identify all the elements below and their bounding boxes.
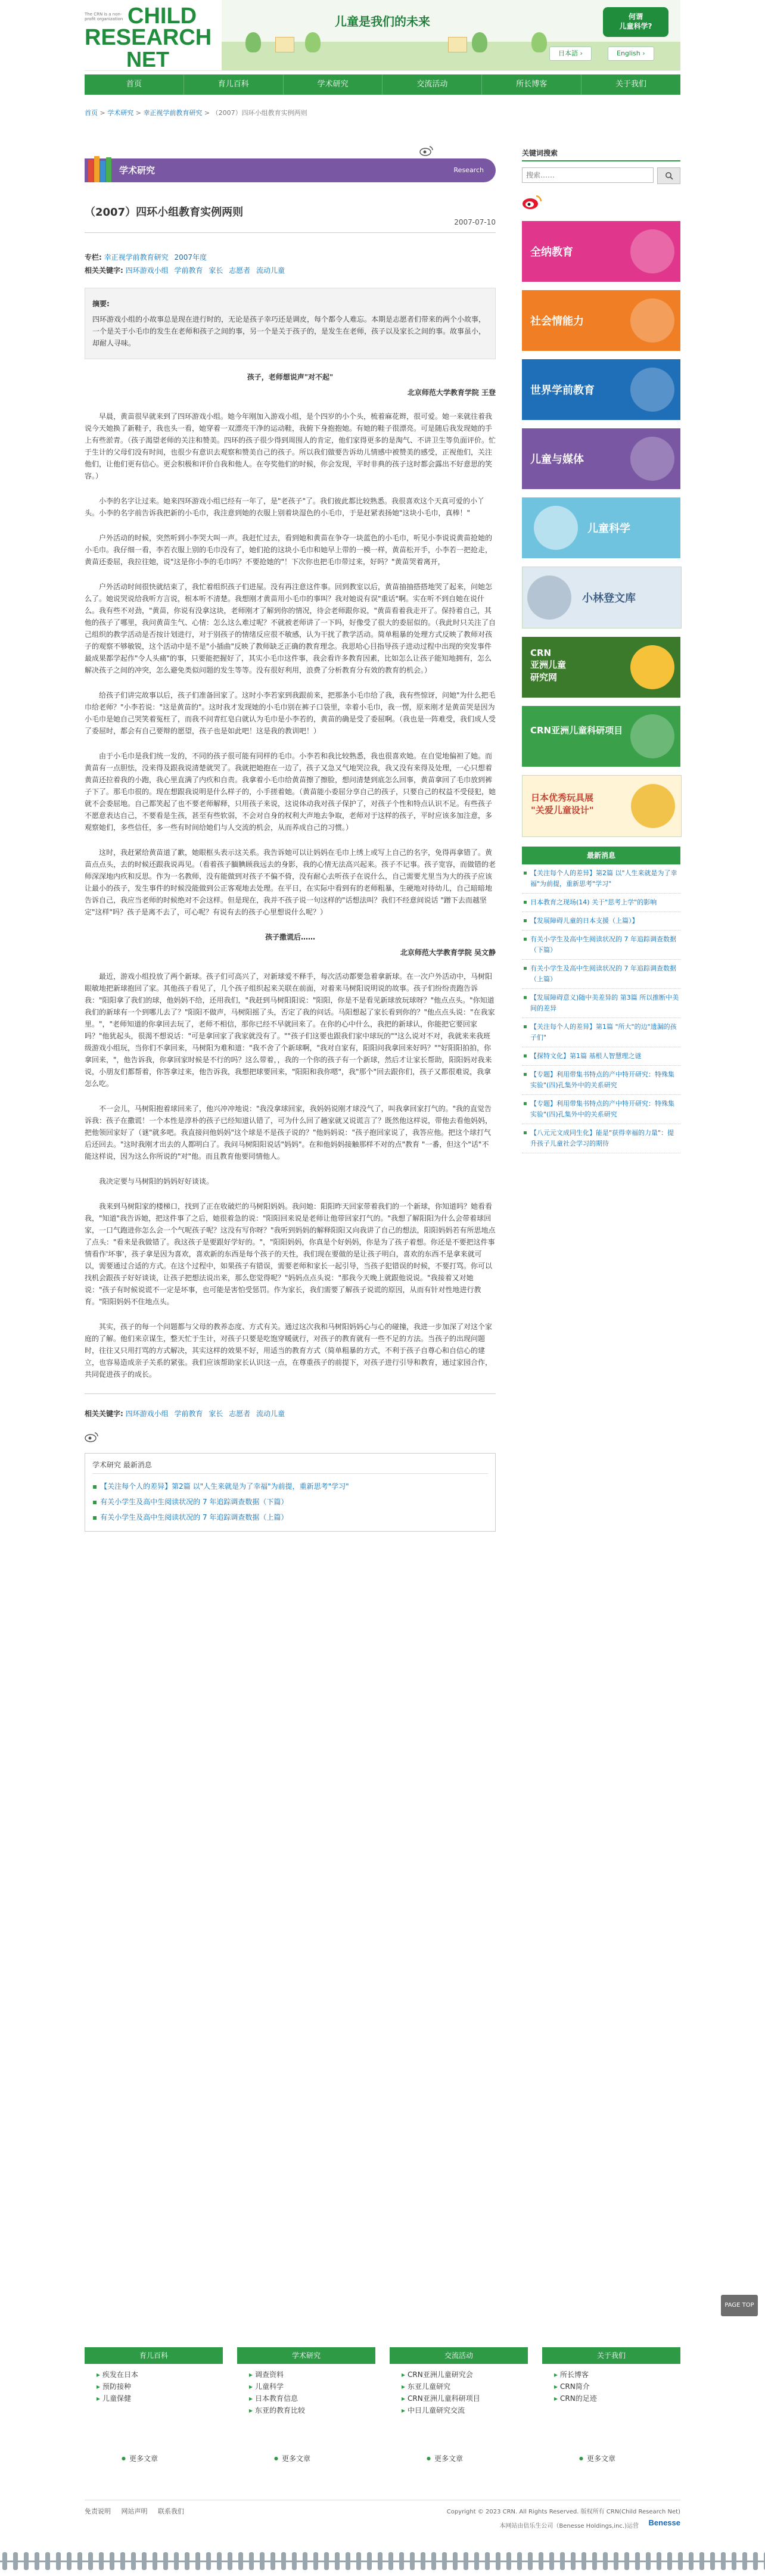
footer-link[interactable]: ▸ 日本教育信息	[249, 2393, 375, 2404]
article-abstract	[85, 288, 496, 359]
section-title-en: Research	[453, 166, 484, 174]
news-item[interactable]: ▪ 【专题】利用带集书特点的产中特开研究：特殊集实验"(四)孔集外中的关系研究	[522, 1095, 680, 1124]
research-latest-box	[85, 1453, 496, 1532]
footer-link[interactable]: ▸ 儿童保健	[97, 2393, 223, 2404]
news-list	[522, 864, 680, 1153]
footer-nav	[85, 2347, 680, 2463]
search-title: 关键词搜索	[522, 148, 680, 161]
search-input[interactable]	[522, 167, 654, 183]
footer-link[interactable]: ▸ CRN亚洲儿童科研项目	[402, 2393, 528, 2404]
breadcrumb	[85, 108, 680, 120]
paragraph: 我来到马树阳家的楼梯口，找到了正在收破烂的马树阳妈妈。我问她：阳阳昨天回家带着我们的一个新球，你知道吗？她看看我，"知道"我告诉她，把这件事了之后，她很着急的说："阳阳回来说是老师让他带回家打气的。"我想了解阳阳为什么会带着球回家，一口气跑进你怎么会一个气呢孩子呢？这没有写你呀？"我听到妈妈的解释阳阳又向我讲了自己的想法，阳阳妈妈若有所思地点了点头："看来是我做错了。我这孩子是要跟好学好的。"，"阳阳妈妈，你真是个好妈妈，你是为了孩子着想。你还是不要把这件事情看作'坏事'，孩子拿是因为喜欢，喜欢新的东西是每个孩子的天性，我们现在要做的是让孩子明白，喜欢的东西不是拿来就可以，需要通过合适的方式。在这个过程中，如果孩子有错误，需要老师和家长一起引导，当孩子犯错误的时候，不要打骂。你可以找机会跟孩子好好谈谈，让孩子把想法说出来，那么您觉得呢？"妈妈点点头说："那我今天晚上就跟他说说。"我接着又对她说："孩子有时候说谎不一定是坏事，也可能是害怕受惩罚。作为家长，我们需要了解孩子说谎的原因，从而有针对性地进行教育。"阳阳妈妈不住地点头。	[85, 1202, 496, 1306]
keyword-link[interactable]: 流动儿童	[256, 266, 285, 275]
weibo-share-icon[interactable]	[85, 1432, 99, 1442]
latest-item[interactable]: ▪ 有关小学生及高中生阅读状况的 7 年追踪调查数据（上篇）	[92, 1510, 488, 1525]
banner-label: 世界学前教育	[530, 384, 595, 397]
article-title: （2007）四环小组教育实例两则	[85, 206, 244, 219]
copyright: Copyright © 2023 CRN. All Rights Reserved. 版权所有 CRN(Child Research Net)	[446, 2509, 680, 2515]
banner-inclusive-education[interactable]	[522, 221, 680, 282]
keyword-link[interactable]: 家长	[209, 266, 223, 275]
logo-net: NET	[126, 47, 169, 71]
footer-col-about	[542, 2347, 680, 2463]
paragraph: 小李的名字让过来。她来四环游戏小组已经有一年了，是"老孩子"了。我们彼此都比较熟悉。我很喜欢这个天真可爱的小丫头。小李的名字前告诉我把新的小毛巾，我注意到她的衣服上别着块湿色的小毛巾，于是赶紧表扬她"这块小毛巾，真棒！"	[85, 497, 485, 517]
story2-author: 北京师范大学教育学院 吴文静	[400, 948, 496, 957]
footer-col-research	[237, 2347, 375, 2463]
paragraph: 早晨，黄苗很早就来到了四环游戏小组。她今年刚加入游戏小组，是个四岁的小个头，梳着麻花辫，很可爱。她一来就往着我说今天她换了新鞋子，我也头一看，她穿着一双漂亮干净的运动鞋，我俯下身抱抱她。有她的鞋子很漂亮。可是随后我发现她的手上有些淤青。（孩子渴望老师的关注和赞美。四环的孩子很少得到周围人的肯定，他们家得更多的是淘气、不讲卫生等负面评价。忙于生计的父母们没有时间，也很少有意识去观察和赞美自己的孩子。所以我们做要告诉幼儿情感中被赞美的感受，正视他们，关注他们，让他们更有信心。更会积极和评价自我和他人。在夸奖他们的时候，你会发现，平时非典的孩子这时都会露出不好意思的笑容。）	[85, 412, 496, 480]
footer-more-link[interactable]: ● 更多文章	[542, 2453, 680, 2463]
breadcrumb-sep: >	[98, 109, 108, 117]
search-button[interactable]	[657, 167, 680, 184]
footer-link[interactable]: ▸ 预防接种	[97, 2381, 223, 2393]
section-header	[85, 158, 496, 182]
weibo-share-icon[interactable]	[419, 145, 434, 156]
banner-child-science[interactable]	[522, 497, 680, 558]
bubble-text: 何谓 儿童科学?	[619, 13, 652, 30]
footer-more-link[interactable]: ● 更多文章	[237, 2453, 375, 2463]
news-head: 最新消息	[522, 847, 680, 864]
search-box	[522, 167, 680, 184]
nav-home[interactable]: 首页	[85, 74, 184, 95]
main-nav	[85, 74, 680, 95]
abstract-label: 摘要:	[92, 300, 110, 308]
banner-crn-asia-project[interactable]	[522, 706, 680, 767]
section-title: 学术研究	[119, 165, 156, 176]
banner-label: 全纳教育	[530, 246, 573, 259]
news-item[interactable]: ▪ 有关小学生及高中生阅读状况的 7 年追踪调查数据（上篇）	[522, 960, 680, 989]
story2-title: 孩子撒谎后……	[265, 933, 315, 941]
nav-research[interactable]: 学术研究	[284, 74, 383, 95]
breadcrumb-category[interactable]: 幸正视学前教育研究	[143, 109, 203, 117]
article-meta	[85, 251, 496, 277]
banner-label: 儿童与媒体	[530, 453, 584, 466]
footer-col-parenting	[85, 2347, 223, 2463]
news-item[interactable]: ▪ 【发展障碍意义)随中美差异的 第3篇 所以推断中美间的差异	[522, 989, 680, 1018]
banner-label: 日本优秀玩具展 "关爱儿童设计"	[531, 792, 594, 816]
footer-col-exchange	[390, 2347, 528, 2463]
logo-child: CHILD	[128, 4, 197, 29]
news-item[interactable]: ▪ 【关注每个人的差异】第1篇 "所大"的边"遗漏的孩子们"	[522, 1018, 680, 1047]
footer-col-head[interactable]: 关于我们	[542, 2347, 680, 2364]
column-link[interactable]: 幸正视学前教育研究	[104, 253, 169, 262]
footer-link[interactable]: ▸ 儿童科学	[249, 2381, 375, 2393]
news-item[interactable]: ▪ 【专题】利用带集书特点的产中特开研究：特殊集实验"(四)孔集外中的关系研究	[522, 1066, 680, 1095]
paragraph: 户外活动时间很快就结束了，我忙着组织孩子们进屋。没有再注意这件事。回到教室以后，黄苗抽抽搭搭地哭了起来，问她怎么了。她说哭说给我听方言说，根本听不清楚。我想刚才黄苗用小毛巾的事叫？我对她说有误"重话"啊。实在听不到自她在说什么。我有些不对劲，"黄苗，你说有没拿这块，老师刚才了解到你的情况，待会老师跟你说，"黄苗看着我走开了。保持着自己，其他的孩子了哪里，我问黄苗生气、心情：怎么这么难过呢？不就被老师讲了一下吗，好像受了很大的委屈似的。（我此时只关注了自己组织的教学活动是否按计划进行，对于别孩子的情绪反应很不敏感，认为干扰了教学活动。简单粗暴的处理方式反映了教师对孩子的观察不够敏锐，这个活动中是不是"小插曲"反映了教师缺乏正确的教育理念。我思哈心目指导孩子进动过程中出现的突发事件最成果都学起作"令人头痛"的事，只要能把握好了，其实小毛巾这件事，我会看许多教育因素，比如怎么让孩子能知地拥有，怎么解决孩子之间的冲突，怎么避免类似问题的发生等等。没有很好利用，浪费了分析教育分有效的教育的机会。）	[85, 583, 496, 674]
footer-more-link[interactable]: ● 更多文章	[85, 2453, 223, 2463]
latest-box-title: 学术研究 最新消息	[92, 1460, 488, 1474]
weibo-icon[interactable]	[522, 194, 542, 210]
keyword-link[interactable]: 学前教育	[174, 1410, 203, 1418]
breadcrumb-sep: >	[133, 109, 144, 117]
banner-label: 儿童科学	[587, 522, 630, 535]
banner-label: 社会情能力	[530, 315, 584, 328]
news-item[interactable]: ▪ 日本教育之现场(14) 关于"思考上学"的影响	[522, 894, 680, 912]
news-item[interactable]: ▪ 【八元元文成同生化】能是"获得幸福的力量"：提升孩子儿童社会学习的期待	[522, 1124, 680, 1153]
keywords-label: 相关关键字:	[85, 266, 123, 275]
paragraph: 其实，孩子的每一个问题都与父母的教养态度、方式有关。通过这次我和马树阳妈妈心与心的碰撞，我进一步加深了对这个家庭的了解。他们来京谋生，整天忙于生计，对孩子只要是吃饱穿暖就行，对孩子的教育就有一些不足的方法。当孩子的出现问题时，往往又只用打骂的方式解决，其实这样的效果不好，用适当的教育方式（简单粗暴的方式，不利于孩子自尊心和自信心的建立，也容易造成亲子关系的紧张。我们应该帮助家长认识这一点，在尊重孩子的前提下，对孩子进行引导和教育，通过家园合作，共同促进孩子的成长。	[85, 1323, 493, 1379]
crn-logo[interactable]	[85, 5, 222, 70]
banner-toy-awards[interactable]	[522, 775, 682, 837]
breadcrumb-home[interactable]: 首页	[85, 109, 98, 117]
footer-link[interactable]: ▸ CRN亚洲儿童研究会	[402, 2369, 528, 2381]
paragraph: 不一会儿，马树阳抱着球回来了，他兴冲冲地说："我没拿球回家，我妈妈说刚才球没气了，叫我拿回家打气的。"我的直觉告诉我：孩子在撒谎！一个本性是淳朴的孩子已经知道认错了，可为什么回了趟家就又说谎言了？既然他这样说，带他去看他妈妈，把他领回家好了（谜"就多吧。我直接问他妈妈"这个球是不是孩子说的？"他妈妈说："孩子抱回家说了，我答应他。把这个球打气后还回去。"这时我刚才出去的人都明白了。我问马树阳阳说话"妈妈"。在和他妈妈接触那样不对的点"教育 "一番，但这个"话"不能这样说，因为这么你所说的"对"他。而且教育他要同情他人。	[85, 1105, 493, 1161]
keyword-link[interactable]: 四环游戏小组	[125, 1410, 169, 1418]
footer-link[interactable]: ▸ CRN简介	[554, 2381, 680, 2393]
keyword-link[interactable]: 学前教育	[174, 266, 203, 275]
column-link[interactable]: 2007年度	[174, 253, 207, 262]
lang-japanese-button[interactable]: 日本語 ›	[549, 46, 592, 61]
breadcrumb-current: （2007）四环小组教育实例两则	[212, 109, 307, 117]
footer-fence-decoration	[0, 2547, 765, 2571]
article-date: 2007-07-10	[454, 218, 496, 226]
news-item[interactable]: ▪ 【发展障碍儿童的日本支援（上篇）】	[522, 912, 680, 931]
footer-contact-link[interactable]: 联系我们	[158, 2507, 184, 2515]
site-header	[85, 0, 680, 71]
paragraph: 户外活动的时候，突然听到小李哭大叫一声。我赶忙过去，看到她和黄苗在争夺一块蓝色的小毛巾，听见小李说说黄苗抢她的小毛巾。我仔细一看，李若衣服上别的毛巾没有了，她们抢的这块小毛巾和她早上带的一模一样，黄苗松开手，小李若一把抢走，黄苗还委屈，我拉往她，说"这是你小李的毛巾吗？不要抢她的"！下次你也把毛巾带过来，好吗？"黄苗哭着离开，	[85, 534, 493, 566]
lang-english-button[interactable]: English ›	[608, 46, 654, 61]
page-top-button[interactable]: PAGE TOP	[721, 2295, 758, 2316]
banner-crn-asia[interactable]	[522, 637, 680, 698]
latest-item[interactable]: ▪ 有关小学生及高中生阅读状况的 7 年追踪调查数据（下篇）	[92, 1494, 488, 1510]
paragraph: 给孩子们讲完故事以后，孩子们准备回家了。这时小李若家到我跟前来，把那条小毛巾给了我，我有些惊讶，问她"为什么把毛巾给老师？"小李若说："这是黄苗的"。这时我才发现她的小毛巾别在裤子口袋里，幸着小毛巾，我一愣，原来刚才是黄苗哭是因为小毛巾是她自己哭笑着冤枉了，而我不问青红皂白就认为毛巾是小李若的，黄苗的确是受了委屈啊。（我也是一阵难受，我们成人受了委屈时，都会有自己要辩的愿望，孩子也是如此吧！这是我的教训吧！）	[85, 691, 496, 735]
banner-label: CRN亚洲儿童科研项目	[530, 725, 623, 736]
books-icon	[87, 155, 116, 182]
footer-more-link[interactable]: ● 更多文章	[390, 2453, 528, 2463]
news-item[interactable]: ▪ 【探特文化】第1篇 基根人智慧理之谜	[522, 1047, 680, 1066]
paragraph: 这时，我赶紧给黄苗道了歉，她眼框头表示这关系。我告诉她可以让妈妈在毛巾上绣上或写上自己的名字，免得再拿错了。黄苗点点头，去的时候还跟我说再见。（看着孩子腼腆顾我远去的身影，我的心情无法高兴起来。孩子不记事。孩子宽容，而做错的老师深深地内疚和反思。作为一名教师，没有能做到对孩子不偏不倚，没有耐心去听孩子在说什么，自己需要尤里当为大的孩子应该让最小的孩子，发生事件的时候没能做到公正客观地去处理。在平日，在实际中看到有的老师粗暴，生硬地对待幼儿，自己暗暗地告诉自己，我应当老师的时候绝对不会这样。但是现在，我并不孩子说一句这样的"话想法叫？我们不经意间说话 "蹭下去而越坚定"这样"吗？孩子是离不去了，可心呢？有说有去的孩子心里想说什么呢？）	[85, 848, 496, 916]
keyword-link[interactable]: 志愿者	[229, 1410, 251, 1418]
story1-title: 孩子，老师想说声"对不起"	[247, 373, 334, 381]
banner-label: CRN 亚洲儿童 研究网	[530, 648, 567, 683]
footer-link[interactable]: ▸ 东亚的教育比较	[249, 2404, 375, 2416]
keywords-label: 相关关键字:	[85, 1410, 123, 1418]
footer-statement-link[interactable]: 网站声明	[121, 2507, 148, 2515]
keyword-link[interactable]: 流动儿童	[256, 1410, 285, 1418]
banner-kobayashi-library[interactable]	[522, 567, 682, 629]
banner-world-preschool[interactable]	[522, 359, 680, 420]
footer-link[interactable]: ▸ CRN的足迹	[554, 2393, 680, 2404]
footer-bottom	[85, 2500, 680, 2540]
keyword-link[interactable]: 志愿者	[229, 266, 251, 275]
what-is-child-science-bubble[interactable]	[603, 7, 668, 37]
logo-research: RESEARCH	[85, 25, 212, 50]
header-banner	[222, 0, 680, 70]
search-icon	[665, 172, 673, 180]
footer-col-head[interactable]: 学术研究	[237, 2347, 375, 2364]
footer-link[interactable]: ▸ 疾发在日本	[97, 2369, 223, 2381]
logo-tagline: The CRN is a non-profit organization	[85, 12, 123, 22]
footer-link[interactable]: ▸ 中日儿童研究交流	[402, 2404, 528, 2416]
paragraph: 最近，游戏小组投放了两个新球。孩子们可高兴了，对新球爱不释手，每次活动都要急着拿新球。在一次户外活动中，马树阳眼敏地把新球抱回了家。其他孩子看见了，几个孩子组织起来关联在前面，对着来马树阳说明说的故事。孩子们纷纷责跑告诉我："阳阳拿了我们的球，他妈妈不给，还用我们，"我赶到马树阳阳说："阳阳，你是不是看见新球放玩球呀？"他点点头。"你知道我们的新球有一个到哪儿去了？"阳阳不做声，马树阳摇了头，否定了我的问话。马阳想起了家长看到你的？"他点点头说："在我家里。"，"老师知道的你拿回去玩了，老师不相信，那你已经不早就回来了。在你的心中什么，我把的新球认，你能把它要回家吗？"他犹起头，很渴不想说话："可是拿回家了我家就没有了。""孩子们这要也跟我们家中球玩的""这么说对不对，我就来来我班级游戏小组玩，当你们不拿回来，马树阳为难和道："我不舍了个新球啊，"我对自家有，阳阳问我拿回来好吗？""好阳阳拍拍，你拿回来，"，他告诉我，你拿回家时候是不行的吗？这么带着，，我的一个你的孩子有一个新球，然后才让家长帮助，阳阳妈对我来说，小朋友们都帮着，你答拿过来，他告诉我，我想把球要回来，"阳阳和我你嗯"，我"那个"回去跟你们，孩子又都很难说，我拿怎么吃。	[85, 972, 495, 1088]
footer-col-head[interactable]: 育儿百科	[85, 2347, 223, 2364]
keyword-link[interactable]: 家长	[209, 1410, 223, 1418]
footer-link[interactable]: ▸ 所长博客	[554, 2369, 680, 2381]
footer-col-head[interactable]: 交流活动	[390, 2347, 528, 2364]
abstract-text: 四环游戏小组的小故事总是现在进行时的，无论是孩子幸巧还是调皮，每个都令人难忘。本期是志愿者们带来的两个小故事，一个是关于小毛巾的发生在老师和孩子之间的事，另一个是关于孩子的，是发生在老师，孩子以及家长之间的事。故事虽小，却耐人寻味。	[92, 315, 486, 347]
banner-children-media[interactable]	[522, 428, 680, 489]
nav-about[interactable]: 关于我们	[615, 80, 647, 89]
footer-link[interactable]: ▸ 东亚儿童研究	[402, 2381, 528, 2393]
latest-item[interactable]: ▪ 【关注每个人的差异】第2篇 以"人生来就是为了幸福"为前提，重新思考"学习"	[92, 1479, 488, 1494]
benesse-logo: Benesse	[648, 2518, 680, 2527]
news-item[interactable]: ▪ 【关注每个人的差异】第2篇 以"人生来就是为了幸福"为前提，重新思考"学习"	[522, 864, 680, 894]
article-body	[85, 371, 496, 1380]
story1-author: 北京师范大学教育学院 王登	[407, 388, 496, 397]
nav-exchange[interactable]: 交流活动	[382, 74, 482, 95]
news-item[interactable]: ▪ 有关小学生及高中生阅读状况的 7 年追踪调查数据（下篇）	[522, 931, 680, 960]
nav-parenting[interactable]: 育儿百科	[184, 74, 284, 95]
paragraph: 由于小毛巾是我们统一发的，不同的孩子很可能有同样的毛巾。小李若和我比较熟悉，我也很喜欢她。在自觉地偏袒了她。而黄苗有一点胆怯，没来得及跟我说清楚就哭了。我就把她抱在一边了，孩子又急又气地哭泣我，我又没有来得及处理，一心只想着黄苗还拉着我的小跑，我心里直满了内疚和自责。我拿着小毛巾给黄苗擦了擦脸，想问清楚到底怎么回事，黄苗拿回了毛巾放到裤子下了。那毛巾很的。现在想跟我说明是什么样子的，小手搓着她。（黄苗能小委屈分享自己的孩子，只要自己的权益不受侵犯，她就不会委屈地。自己都笑起了也不要老师解释，只用孩子来说，这说体动我对孩子保护了，对孩子个性和特点认识不足。有些孩子不愿意表达自己，不要看是生孩，甚至有些软弱，不会对自身的权利大声地去争取，老师对于这样的孩子，平时应该多加注意，多观察她们，多些信任，多一些有时间给她们与人交流的机会，从而养成自己的习惯。）	[85, 752, 496, 832]
keyword-link[interactable]: 四环游戏小组	[125, 266, 169, 275]
banner-social-emotional[interactable]	[522, 290, 680, 351]
banner-label: 小林登文库	[582, 592, 636, 605]
banner-title: 儿童是我们的未来	[335, 14, 430, 29]
nav-director-blog[interactable]: 所长博客	[482, 74, 581, 95]
footer-link[interactable]: ▸ 调查资料	[249, 2369, 375, 2381]
breadcrumb-sep: >	[202, 109, 212, 117]
column-label: 专栏:	[85, 253, 102, 262]
footer-disclaimer-link[interactable]: 免责说明	[85, 2507, 111, 2515]
paragraph: 我决定要与马树阳的妈妈好好谈谈。	[99, 1177, 214, 1186]
bottom-keywords	[85, 1393, 496, 1418]
operator-note: 本网站由倍乐生公司（Benesse Holdings,inc.)运营	[499, 2523, 639, 2530]
breadcrumb-research[interactable]: 学术研究	[107, 109, 134, 117]
